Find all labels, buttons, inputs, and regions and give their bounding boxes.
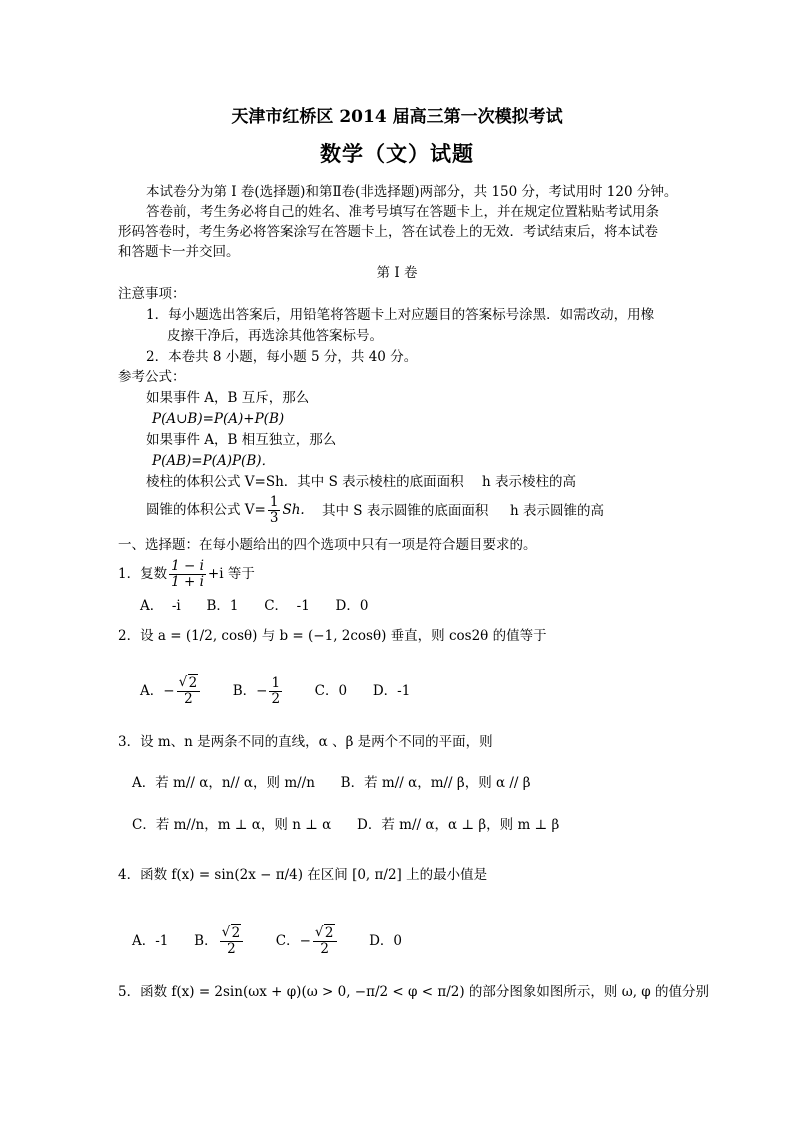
question-3: 3．设 m、n 是两条不同的直线，α 、β 是两个不同的平面，则 <box>118 734 493 750</box>
q2-a-den: 2 <box>184 691 193 707</box>
notes-item-2: 2．本卷共 8 小题，每小题 5 分，共 40 分。 <box>146 349 418 365</box>
formula-mutex-eq: P(A∪B)=P(A)+P(B) <box>152 411 285 427</box>
formula-indep-eq: P(AB)=P(A)P(B)． <box>152 453 276 469</box>
q2-option-b-fraction <box>269 676 282 707</box>
intro-line-1: 本试卷分为第 I 卷(选择题)和第Ⅱ卷(非选择题)两部分，共 150 分，考试用时 120 分钟。 <box>146 184 678 200</box>
formulas-heading: 参考公式： <box>118 369 186 385</box>
q2-options <box>140 674 410 708</box>
part-one-heading: 一、选择题：在每小题给出的四个选项中只有一项是符合题目要求的。 <box>118 537 537 553</box>
q2-option-a: A．− <box>140 683 175 699</box>
notes-item-1b: 皮擦干净后，再选涂其他答案标号。 <box>167 328 383 344</box>
q4-option-b-fraction <box>220 926 244 957</box>
notes-heading: 注意事项： <box>118 286 186 302</box>
section-label: 第 I 卷 <box>376 265 418 281</box>
q2-a-radicand: 2 <box>188 675 198 691</box>
q2-a-sqrt <box>179 676 199 691</box>
q1-den: 1 + i <box>171 574 204 590</box>
q4-option-c: C．− <box>275 933 311 949</box>
formula-cone-num: 1 <box>269 494 279 510</box>
q4-b-sqrt <box>222 926 242 941</box>
formula-cone-pre: 圆锥的体积公式 V= <box>146 502 266 518</box>
question-5: 5．函数 f(x) = 2sin(ωx + φ)(ω > 0, −π/2 < φ < π/2) 的部分图象如图所示，则 ω, φ 的值分别 <box>118 984 710 1000</box>
formula-indep: 如果事件 A，B 相互独立，那么 <box>146 432 337 448</box>
formula-prism: 棱柱的体积公式 V=Sh．其中 S 表示棱柱的底面面积 <box>146 474 464 490</box>
q4-c-den: 2 <box>320 941 330 957</box>
q3-options-ab: A．若 m// α，n// α，则 m//n B．若 m// α，m// β，则 α // β <box>132 775 531 791</box>
formula-cone <box>146 493 305 527</box>
question-4: 4．函数 f(x) = sin(2x − π/4) 在区间 [0, π/2] 上的最小值是 <box>118 867 488 883</box>
formula-cone-mid: 其中 S 表示圆锥的底面面积 <box>322 503 489 519</box>
q2-option-cd: C．0 D．-1 <box>314 683 411 699</box>
q2-option-a-fraction <box>177 676 201 707</box>
question-1 <box>118 557 255 591</box>
q4-c-radicand: 2 <box>324 925 334 941</box>
formula-cone-post: Sh. <box>282 502 305 518</box>
q1-prefix: 1．复数 <box>118 566 168 582</box>
q4-b-radicand: 2 <box>231 925 241 941</box>
q4-option-d: D．0 <box>369 933 403 949</box>
intro-line-3: 形码答卷时，考生务必将答案涂写在答题卡上，答在试卷上的无效．考试结束后，将本试卷 <box>118 224 658 240</box>
exam-title: 天津市红桥区 2014 届高三第一次模拟考试 <box>231 107 563 127</box>
q4-c-sqrt <box>315 926 335 941</box>
intro-line-4: 和答题卡一并交回。 <box>118 244 240 260</box>
q2-b-den: 2 <box>271 691 281 707</box>
q1-suffix: +i 等于 <box>207 566 255 582</box>
formula-cone-den: 3 <box>269 510 279 526</box>
notes-item-1a: 1．每小题选出答案后，用铅笔将答题卡上对应题目的答案标号涂黑．如需改动，用橡 <box>146 307 655 323</box>
q4-option-ab: A．-1 B． <box>132 933 218 949</box>
question-2: 2．设 a = (1/2, cosθ) 与 b = (−1, 2cosθ) 垂直，则 cos2θ 的值等于 <box>118 628 547 644</box>
q4-options <box>132 924 402 958</box>
intro-line-2: 答卷前，考生务必将自己的姓名、准考号填写在答题卡上，并在规定位置粘贴考试用条 <box>146 204 659 220</box>
q1-options: A． -i B．1 C． -1 D．0 <box>140 598 369 614</box>
q3-options-cd: C．若 m//n，m ⊥ α，则 n ⊥ α D．若 m// α，α ⊥ β，则 m ⊥ β <box>132 817 560 833</box>
formula-mutex: 如果事件 A，B 互斥，那么 <box>146 390 310 406</box>
formula-cone-fraction <box>268 495 281 526</box>
formula-prism-h: h 表示棱柱的高 <box>482 474 576 490</box>
q1-fraction <box>169 559 206 590</box>
formula-cone-h: h 表示圆锥的高 <box>510 503 604 519</box>
q1-num: 1 − i <box>171 558 204 574</box>
q2-b-num: 1 <box>271 675 281 691</box>
q4-b-den: 2 <box>227 941 236 957</box>
q2-option-b: B．− <box>232 683 268 699</box>
exam-subtitle: 数学（文）试题 <box>320 141 474 166</box>
q4-option-c-fraction <box>313 926 337 957</box>
